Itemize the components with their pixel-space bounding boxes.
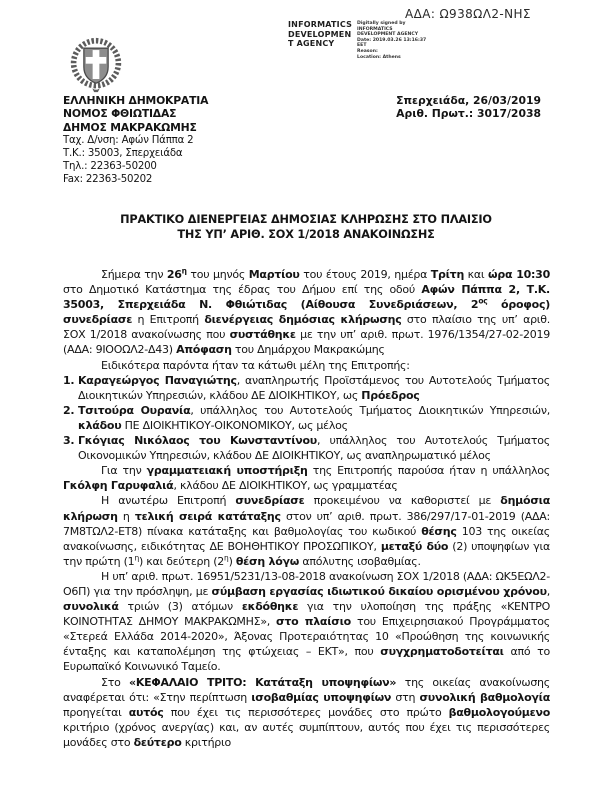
paragraph-announcement: Η υπ’ αριθ. πρωτ. 16951/5231/13-08-2018 ανακοίνωση ΣΟΧ 1/2018 (ΑΔΑ: ΩΚ5ΕΩΛ2-Ο6Π) για την πρόσληψη, με σύμβαση εργασίας ιδιωτικού δικαίου ορισμένου χρόνου, συνολικά τριών (3) ατόμων εκδόθηκε για την υλοποίηση της πράξης «ΚΕΝΤΡΟ ΚΟΙΝΟΤΗΤΑΣ ΔΗΜΟΥ ΜΑΚΡΑΚΩΜΗΣ», στο πλαίσιο του Επιχειρησιακού Προγράμματος «Στερεά Ελλάδα 2014-2020», Άξονας Προτεραιότητας 10 «Προώθηση της κοινωνικής ένταξης και καταπολέμηση της φτώχειας – ΕΚΤ», που συγχρηματοδοτείται από το Ευρωπαϊκό Κοινωνικό Ταμείο. bbox=[63, 569, 550, 674]
ada-number: ΑΔΑ: Ω938ΩΛ2-ΝΗΣ bbox=[405, 7, 531, 21]
stamp-detail-line: Reason: bbox=[357, 48, 378, 54]
address-line: Ταχ. Δ/νση: Αφών Πάππα 2 bbox=[63, 135, 194, 147]
stamp-detail-line: EET bbox=[357, 43, 367, 49]
list-item-member-3 bbox=[63, 433, 550, 463]
list-item-text: Καραγεώργος Παναγιώτης, αναπληρωτής Προϊστάμενος του Αυτοτελούς Τμήματος Διοικητικών Υπηρεσιών, κλάδου ΔΕ ΔΙΟΙΚΗΤΙΚΟΥ, ως Πρόεδρος bbox=[78, 373, 550, 402]
stamp-agency-name bbox=[288, 20, 352, 60]
place-date: Σπερχειάδα, 26/03/2019 bbox=[396, 94, 541, 107]
stamp-detail-line: Digitally signed by bbox=[357, 21, 406, 26]
document-title-line: ΠΡΑΚΤΙΚΟ ΔΙΕΝΕΡΓΕΙΑΣ ΔΗΜΟΣΙΑΣ ΚΛΗΡΩΣΗΣ ΣΤΟ ΠΛΑΙΣΙΟ bbox=[120, 213, 492, 226]
authority-line: ΕΛΛΗΝΙΚΗ ΔΗΜΟΚΡΑΤΙΑ bbox=[63, 94, 209, 107]
list-number: 3. bbox=[63, 434, 75, 448]
list-item-member-1 bbox=[63, 373, 550, 403]
list-number: 1. bbox=[63, 373, 75, 387]
digital-signature-stamp bbox=[288, 20, 426, 60]
stamp-agency-line: T AGENCY bbox=[288, 39, 335, 48]
stamp-signature-details bbox=[357, 20, 426, 60]
stamp-detail-line: INFORMATICS bbox=[357, 26, 393, 32]
stamp-agency-line: INFORMATICS bbox=[288, 20, 353, 29]
paragraph-members-intro: Ειδικότερα παρόντα ήταν τα κάτωθι μέλη της Επιτροπής: bbox=[101, 358, 410, 372]
paragraph-committee-purpose: Η ανωτέρω Επιτροπή συνεδρίασε προκειμένου να καθοριστεί με δημόσια κλήρωση η τελική σειρά κατάταξης στον υπ’ αριθ. πρωτ. 386/297/17-01-2019 (ΑΔΑ: 7Μ8ΤΩΛ2-ΕΤ8) πίνακα κατάταξης και βαθμολογίας του κωδικού θέσης 103 της οικείας ανακοίνωσης, ειδικότητας ΔΕ ΒΟΗΘΗΤΙΚΟΥ ΠΡΟΣΩΠΙΚΟΥ, μεταξύ δύο (2) υποψηφίων για την πρώτη $(1^\eta)$ και δεύτερη $(2^\eta)$ θέση λόγω απόλυτης ισοβαθμίας. bbox=[63, 494, 551, 568]
list-item-member-2 bbox=[63, 403, 550, 433]
stamp-detail-line: Location: Athens bbox=[357, 54, 401, 60]
address-line: Τηλ.: 22363-50200 bbox=[63, 161, 157, 173]
list-item-text: Τσιτούρα Ουρανία, υπάλληλος του Αυτοτελούς Τμήματος Διοικητικών Υπηρεσιών, κλάδου ΠΕ ΔΙΟΙΚΗΤΙΚΟΥ-ΟΙΚΟΝΟΜΙΚΟΥ, ως μέλος bbox=[78, 403, 550, 432]
address-line: Τ.Κ.: 35003, Σπερχειάδα bbox=[63, 148, 183, 160]
document-title-line: ΤΗΣ ΥΠ’ ΑΡΙΘ. ΣΟΧ 1/2018 ΑΝΑΚΟΙΝΩΣΗΣ bbox=[177, 227, 435, 241]
sender-block bbox=[63, 94, 208, 186]
document-title bbox=[63, 213, 549, 242]
authority-line: ΝΟΜΟΣ ΦΘΙΩΤΙΔΑΣ bbox=[63, 107, 177, 121]
address-line: Fax: 22363-50202 bbox=[63, 174, 153, 186]
date-protocol-block bbox=[396, 94, 541, 121]
paragraph-secretary: Για την γραμματειακή υποστήριξη της Επιτροπής παρούσα ήταν η υπάλληλος Γκόλφη Γαρυφαλιά, κλάδου ΔΕ ΔΙΟΙΚΗΤΙΚΟΥ, ως γραμματέας bbox=[63, 464, 550, 493]
list-item-text: Γκόγιας Νικόλαος του Κωνσταντίνου, υπάλληλος του Αυτοτελούς Τμήματος Οικονομικών Υπηρεσιών, κλάδου ΔΕ ΔΙΟΙΚΗΤΙΚΟΥ, ως αναπληρωματικό μέλος bbox=[78, 434, 550, 463]
stamp-agency-line: DEVELOPMEN bbox=[288, 29, 352, 39]
paragraph-opening: Σήμερα την $26^\eta$ του μηνός Μαρτίου του έτους 2019, ημέρα Τρίτη και ώρα 10:30 στο Δημοτικό Κατάστημα της έδρας του Δήμου επί της οδού Αφών Πάππα 2, Τ.Κ. 35003, Σπερχειάδα Ν. Φθιώτιδας (Αίθουσα Συνεδριάσεων, $2^{o\varsigma}$ όροφος) συνεδρίασε η Επιτροπή διενέργειας δημόσιας κλήρωσης στο πλαίσιο της υπ’ αριθ. ΣΟΧ 1/2018 ανακοίνωσης που συστάθηκε με την υπ’ αριθ. πρωτ. 1976/1354/27-02-2019 (ΑΔΑ: 9ΙΟΟΩΛ2-Δ43) Απόφαση του Δημάρχου Μακρακώμης bbox=[63, 266, 551, 357]
paragraph-chapter-three: Στο «ΚΕΦΑΛΑΙΟ ΤΡΙΤΟ: Κατάταξη υποψηφίων» της οικείας ανακοίνωσης αναφέρεται ότι: «Στην περίπτωση ισοβαθμίας υποψηφίων στη συνολική βαθμολογία προηγείται αυτός που έχει τις περισσότερες μονάδες στο πρώτο βαθμολογούμενο κριτήριο (χρόνος ανεργίας) και, αν αυτές συμπίπτουν, αυτός που έχει τις περισσότερες μονάδες στο δεύτερο κριτήριο bbox=[63, 675, 551, 749]
greek-coat-of-arms-icon bbox=[68, 36, 124, 98]
protocol-number: Αριθ. Πρωτ.: 3017/2038 bbox=[396, 107, 541, 121]
stamp-detail-line: DEVELOPMENT AGENCY bbox=[357, 32, 419, 38]
document-body bbox=[63, 267, 550, 750]
stamp-detail-line: Date: 2019.03.26 13:16:37 bbox=[357, 37, 427, 43]
list-number: 2. bbox=[63, 403, 75, 417]
authority-line: ΔΗΜΟΣ ΜΑΚΡΑΚΩΜΗΣ bbox=[63, 120, 197, 134]
